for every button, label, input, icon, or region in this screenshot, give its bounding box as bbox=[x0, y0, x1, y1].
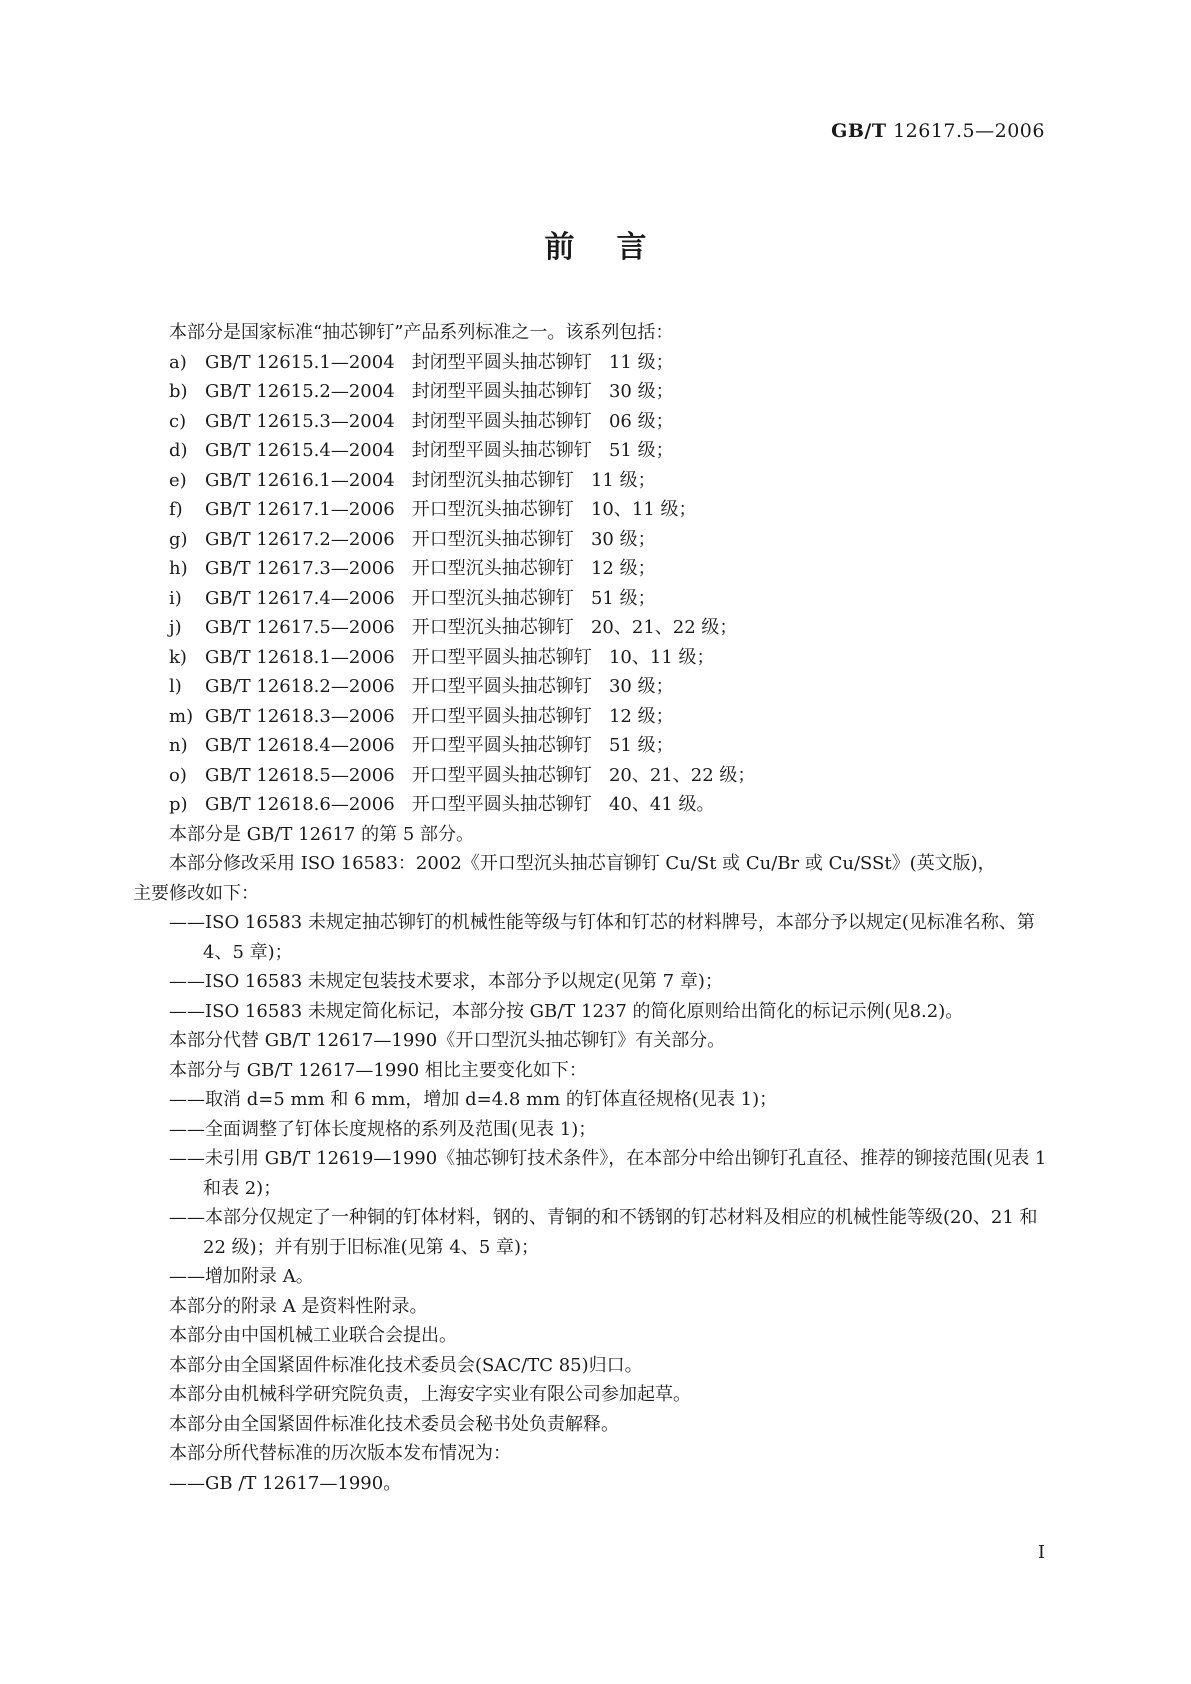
doc-prefix: GB/T bbox=[831, 120, 887, 142]
list-item: ——ISO 16583 未规定简化标记，本部分按 GB/T 1237 的简化原则给出简化的标记示例(见8.2)。 bbox=[169, 1000, 964, 1022]
item-letter: e) bbox=[169, 469, 187, 491]
page-number: I bbox=[1037, 1542, 1045, 1563]
item-text: GB/T 12618.6—2006 开口型平圆头抽芯铆钉 40、41 级。 bbox=[205, 794, 715, 815]
page-title: 前言 bbox=[544, 230, 689, 265]
closing-paragraph: 本部分所代替标准的历次版本发布情况为： bbox=[169, 1443, 511, 1464]
item-letter: m) bbox=[169, 705, 194, 727]
list-item bbox=[133, 731, 1058, 761]
list-item bbox=[133, 436, 1058, 466]
closing-paragraph: 本部分由中国机械工业联合会提出。 bbox=[169, 1325, 457, 1346]
list-item bbox=[133, 525, 1058, 555]
intro-paragraph: 本部分是国家标准“抽芯铆钉”产品系列标准之一。该系列包括： bbox=[169, 322, 674, 343]
list-item: ——增加附录 A。 bbox=[169, 1266, 314, 1287]
item-text: GB/T 12615.3—2004 封闭型平圆头抽芯铆钉 06 级； bbox=[205, 410, 674, 432]
item-letter: g) bbox=[169, 528, 188, 550]
item-text: GB/T 12618.3—2006 开口型平圆头抽芯铆钉 12 级； bbox=[205, 705, 674, 727]
list-item bbox=[133, 554, 1058, 584]
list-item bbox=[133, 702, 1058, 732]
item-letter: i) bbox=[169, 587, 182, 609]
history-item: ——GB /T 12617—1990。 bbox=[169, 1472, 402, 1494]
list-item: ——本部分仅规定了一种铜的钉体材料，钢的、青铜的和不锈钢的钉芯材料及相应的机械性能等级(20、21 和 22 级)；并有别于旧标准(见第 4、5 章)； bbox=[169, 1207, 1038, 1258]
closing-paragraph: 本部分由机械科学研究院负责，上海安字实业有限公司参加起草。 bbox=[169, 1384, 691, 1405]
closing-paragraph: 本部分由全国紧固件标准化技术委员会(SAC/TC 85)归口。 bbox=[169, 1354, 643, 1376]
item-letter: n) bbox=[169, 735, 188, 756]
item-text: GB/T 12617.4—2006 开口型沉头抽芯铆钉 51 级； bbox=[205, 587, 656, 609]
list-item: ——ISO 16583 未规定包装技术要求，本部分予以规定(见第 7 章)； bbox=[169, 971, 723, 992]
replaces-statement: 本部分代替 GB/T 12617—1990《开口型沉头抽芯铆钉》有关部分。 bbox=[169, 1030, 726, 1051]
item-letter: o) bbox=[169, 764, 187, 786]
list-item bbox=[133, 643, 1058, 673]
doc-code: 12617.5—2006 bbox=[893, 120, 1045, 142]
list-item bbox=[133, 407, 1058, 437]
list-item bbox=[133, 466, 1058, 496]
closing-paragraph: 本部分的附录 A 是资料性附录。 bbox=[169, 1295, 428, 1317]
item-letter: l) bbox=[169, 676, 182, 697]
item-letter: a) bbox=[169, 351, 187, 373]
item-letter: p) bbox=[169, 794, 188, 815]
list-item: ——未引用 GB/T 12619—1990《抽芯铆钉技术条件》，在本部分中给出铆钉孔直径、推荐的铆接范围(见表 1 和表 2)； bbox=[169, 1148, 1047, 1199]
item-text: GB/T 12618.5—2006 开口型平圆头抽芯铆钉 20、21、22 级； bbox=[205, 764, 756, 786]
changes-intro: 本部分与 GB/T 12617—1990 相比主要变化如下： bbox=[169, 1059, 587, 1081]
list-item bbox=[133, 377, 1058, 407]
list-item: ——全面调整了钉体长度规格的系列及范围(见表 1)； bbox=[169, 1118, 597, 1140]
item-text: GB/T 12617.1—2006 开口型沉头抽芯铆钉 10、11 级； bbox=[205, 499, 697, 520]
list-item: ——取消 d=5 mm 和 6 mm，增加 d=4.8 mm 的钉体直径规格(见表 1)； bbox=[169, 1089, 778, 1110]
adoption-line-1: 本部分修改采用 ISO 16583：2002《开口型沉头抽芯盲铆钉 Cu/St 或 Cu/Br 或 Cu/SSt》(英文版)， bbox=[169, 853, 996, 874]
item-text: GB/T 12615.4—2004 封闭型平圆头抽芯铆钉 51 级； bbox=[205, 440, 674, 461]
list-item bbox=[133, 761, 1058, 791]
item-text: GB/T 12618.2—2006 开口型平圆头抽芯铆钉 30 级； bbox=[205, 676, 674, 697]
item-letter: h) bbox=[169, 558, 188, 579]
list-item bbox=[133, 790, 1058, 820]
list-item bbox=[133, 672, 1058, 702]
item-letter: j) bbox=[169, 617, 182, 638]
item-letter: f) bbox=[169, 499, 183, 520]
item-text: GB/T 12617.2—2006 开口型沉头抽芯铆钉 30 级； bbox=[205, 528, 656, 550]
changes-list bbox=[133, 1085, 1058, 1292]
list-item bbox=[133, 584, 1058, 614]
series-list bbox=[133, 348, 1058, 820]
document-number bbox=[831, 120, 1045, 142]
item-text: GB/T 12618.1—2006 开口型平圆头抽芯铆钉 10、11 级； bbox=[205, 646, 715, 668]
item-text: GB/T 12615.1—2004 封闭型平圆头抽芯铆钉 11 级； bbox=[205, 351, 674, 373]
part-statement: 本部分是 GB/T 12617 的第 5 部分。 bbox=[169, 823, 474, 845]
item-text: GB/T 12615.2—2004 封闭型平圆头抽芯铆钉 30 级； bbox=[205, 381, 674, 402]
adoption-line-2: 主要修改如下： bbox=[133, 882, 259, 904]
item-text: GB/T 12616.1—2004 封闭型沉头抽芯铆钉 11 级； bbox=[205, 469, 656, 491]
item-letter: k) bbox=[169, 646, 187, 668]
list-item bbox=[133, 613, 1058, 643]
item-letter: b) bbox=[169, 381, 188, 402]
list-item bbox=[133, 348, 1058, 378]
foreword-body bbox=[133, 318, 1058, 1498]
list-item bbox=[133, 495, 1058, 525]
item-letter: d) bbox=[169, 440, 188, 461]
closing-paragraph: 本部分由全国紧固件标准化技术委员会秘书处负责解释。 bbox=[169, 1413, 619, 1435]
item-text: GB/T 12617.3—2006 开口型沉头抽芯铆钉 12 级； bbox=[205, 558, 656, 579]
list-item: ——ISO 16583 未规定抽芯铆钉的机械性能等级与钉体和钉芯的材料牌号，本部分予以规定(见标准名称、第 4、5 章)； bbox=[169, 912, 1035, 963]
item-text: GB/T 12618.4—2006 开口型平圆头抽芯铆钉 51 级； bbox=[205, 735, 674, 756]
modifications-list bbox=[133, 908, 1058, 1026]
item-text: GB/T 12617.5—2006 开口型沉头抽芯铆钉 20、21、22 级； bbox=[205, 617, 738, 638]
item-letter: c) bbox=[169, 410, 187, 432]
